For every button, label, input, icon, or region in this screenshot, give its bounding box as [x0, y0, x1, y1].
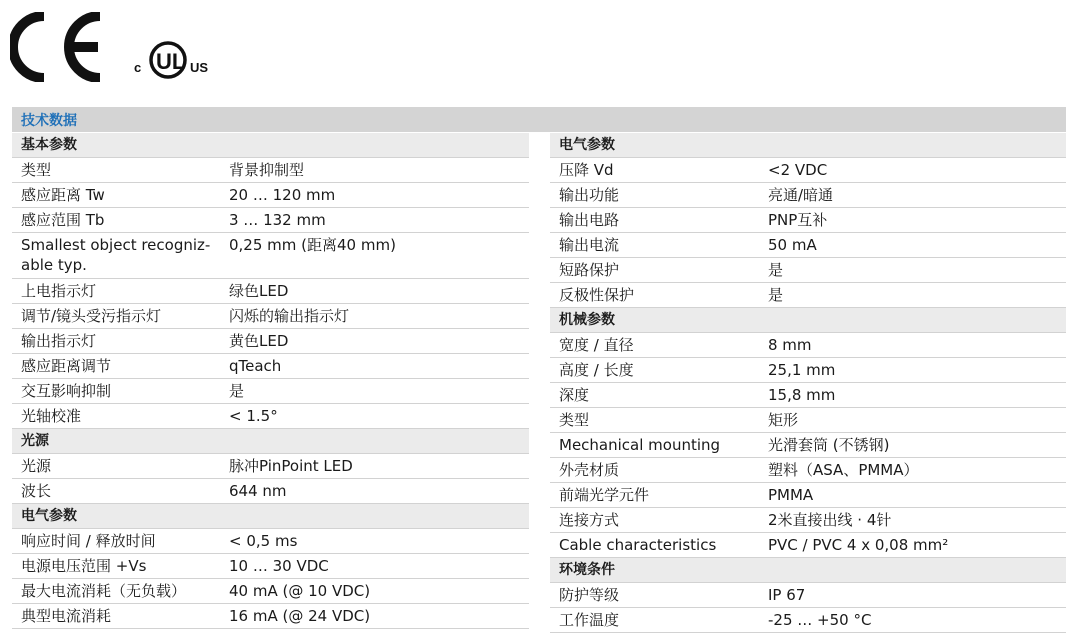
svg-text:US: US — [190, 60, 209, 75]
cul-us-mark-icon — [134, 38, 218, 84]
spec-row — [550, 458, 1066, 483]
spec-label: Cable characteristics — [559, 536, 717, 554]
spec-value: 3 … 132 mm — [229, 211, 326, 229]
spec-value: 脉冲PinPoint LED — [229, 457, 353, 475]
spec-value: 是 — [768, 286, 784, 304]
spec-label: 防护等级 — [559, 586, 620, 604]
spec-value: 16 mA (@ 24 VDC) — [229, 607, 371, 625]
spec-label: 最大电流消耗（无负载） — [21, 582, 187, 600]
spec-label: 短路保护 — [559, 261, 620, 279]
spec-label: 工作温度 — [559, 611, 620, 629]
spec-label: 反极性保护 — [559, 286, 635, 304]
section-title-bar — [12, 107, 1066, 132]
spec-value: IP 67 — [768, 586, 806, 604]
section-heading — [550, 133, 1066, 158]
spec-value: 10 … 30 VDC — [229, 557, 329, 575]
spec-value: 黄色LED — [229, 332, 289, 350]
spec-label: Mechanical mounting — [559, 436, 721, 454]
spec-value: < 1.5° — [229, 407, 278, 425]
spec-row — [12, 579, 529, 604]
spec-row — [550, 508, 1066, 533]
section-heading-label: 环境条件 — [559, 562, 615, 578]
spec-label: 感应距离调节 — [21, 357, 112, 375]
spec-label: 交互影响抑制 — [21, 382, 112, 400]
right-spec-column — [550, 133, 1066, 633]
section-heading — [12, 429, 529, 454]
svg-text:c: c — [134, 60, 142, 75]
spec-value: -25 … +50 °C — [768, 611, 872, 629]
spec-row — [550, 433, 1066, 458]
spec-label: 输出功能 — [559, 186, 620, 204]
spec-row — [12, 529, 529, 554]
spec-value: <2 VDC — [768, 161, 828, 179]
spec-row — [12, 329, 529, 354]
spec-label: 高度 / 长度 — [559, 361, 634, 379]
spec-label: 输出电路 — [559, 211, 620, 229]
spec-value: 矩形 — [768, 411, 799, 429]
spec-row — [550, 583, 1066, 608]
svg-text:UL: UL — [156, 49, 186, 74]
spec-label: 深度 — [559, 386, 590, 404]
spec-value: 20 … 120 mm — [229, 186, 336, 204]
section-heading — [550, 308, 1066, 333]
spec-label: 波长 — [21, 482, 52, 500]
spec-row — [550, 208, 1066, 233]
spec-label: 压降 Vd — [559, 161, 614, 179]
spec-value: PNP互补 — [768, 211, 828, 229]
spec-label: 光源 — [21, 457, 52, 475]
spec-row — [550, 533, 1066, 558]
spec-value: 亮通/暗通 — [768, 186, 834, 204]
spec-row — [550, 483, 1066, 508]
spec-row — [12, 379, 529, 404]
spec-value: 背景抑制型 — [229, 161, 305, 179]
spec-value: < 0,5 ms — [229, 532, 298, 550]
spec-value: 25,1 mm — [768, 361, 836, 379]
spec-row — [550, 333, 1066, 358]
spec-value: 是 — [229, 382, 245, 400]
spec-row — [12, 454, 529, 479]
spec-row — [550, 233, 1066, 258]
left-spec-column — [12, 133, 529, 629]
spec-value: qTeach — [229, 357, 282, 375]
spec-label: 类型 — [559, 411, 590, 429]
spec-value: PVC / PVC 4 x 0,08 mm² — [768, 536, 949, 554]
spec-row — [550, 408, 1066, 433]
section-heading — [12, 133, 529, 158]
spec-row — [12, 208, 529, 233]
spec-label: 光轴校准 — [21, 407, 82, 425]
spec-row — [12, 479, 529, 504]
spec-value: 塑料（ASA、PMMA） — [768, 461, 919, 479]
spec-row — [550, 158, 1066, 183]
spec-value: 闪烁的输出指示灯 — [229, 307, 350, 325]
section-heading-label: 电气参数 — [21, 508, 77, 524]
spec-value: 644 nm — [229, 482, 287, 500]
spec-label: 输出电流 — [559, 236, 620, 254]
spec-row — [12, 554, 529, 579]
spec-value: 0,25 mm (距离40 mm) — [229, 236, 396, 254]
section-heading — [550, 558, 1066, 583]
spec-value: 40 mA (@ 10 VDC) — [229, 582, 371, 600]
section-heading-label: 光源 — [21, 433, 49, 449]
spec-label: 响应时间 / 释放时间 — [21, 532, 156, 550]
spec-label: 外壳材质 — [559, 461, 620, 479]
spec-value: 2米直接出线 · 4针 — [768, 511, 892, 529]
spec-row — [12, 404, 529, 429]
spec-row — [12, 304, 529, 329]
spec-value: 50 mA — [768, 236, 817, 254]
section-heading-label: 基本参数 — [21, 137, 77, 153]
spec-row — [550, 608, 1066, 633]
spec-value: PMMA — [768, 486, 814, 504]
spec-value: 绿色LED — [229, 282, 289, 300]
spec-row — [12, 158, 529, 183]
spec-value: 是 — [768, 261, 784, 279]
spec-label: 典型电流消耗 — [21, 607, 112, 625]
spec-label: 调节/镜头受污指示灯 — [21, 307, 162, 325]
spec-label: 宽度 / 直径 — [559, 336, 634, 354]
spec-row — [550, 283, 1066, 308]
spec-label: 感应范围 Tb — [21, 211, 105, 229]
spec-label: 感应距离 Tw — [21, 186, 105, 204]
spec-row — [12, 233, 529, 279]
section-heading — [12, 504, 529, 529]
spec-label: 连接方式 — [559, 511, 620, 529]
spec-row — [12, 354, 529, 379]
spec-row — [550, 183, 1066, 208]
section-heading-label: 机械参数 — [559, 312, 615, 328]
spec-row — [550, 358, 1066, 383]
spec-value: 8 mm — [768, 336, 812, 354]
spec-row — [550, 258, 1066, 283]
spec-label: 类型 — [21, 161, 52, 179]
spec-label: Smallest object recogniz- able typ. — [21, 236, 211, 274]
spec-label: 前端光学元件 — [559, 486, 650, 504]
spec-label: 上电指示灯 — [21, 282, 97, 300]
spec-label: 输出指示灯 — [21, 332, 97, 350]
spec-row — [12, 604, 529, 629]
page-title: 技术数据 — [21, 113, 77, 129]
spec-label: 电源电压范围 +Vs — [21, 557, 147, 575]
spec-row — [12, 183, 529, 208]
section-heading-label: 电气参数 — [559, 137, 615, 153]
spec-value: 光滑套筒 (不锈钢) — [768, 436, 890, 454]
ce-mark-icon — [10, 12, 110, 82]
spec-row — [550, 383, 1066, 408]
spec-row — [12, 279, 529, 304]
spec-value: 15,8 mm — [768, 386, 836, 404]
